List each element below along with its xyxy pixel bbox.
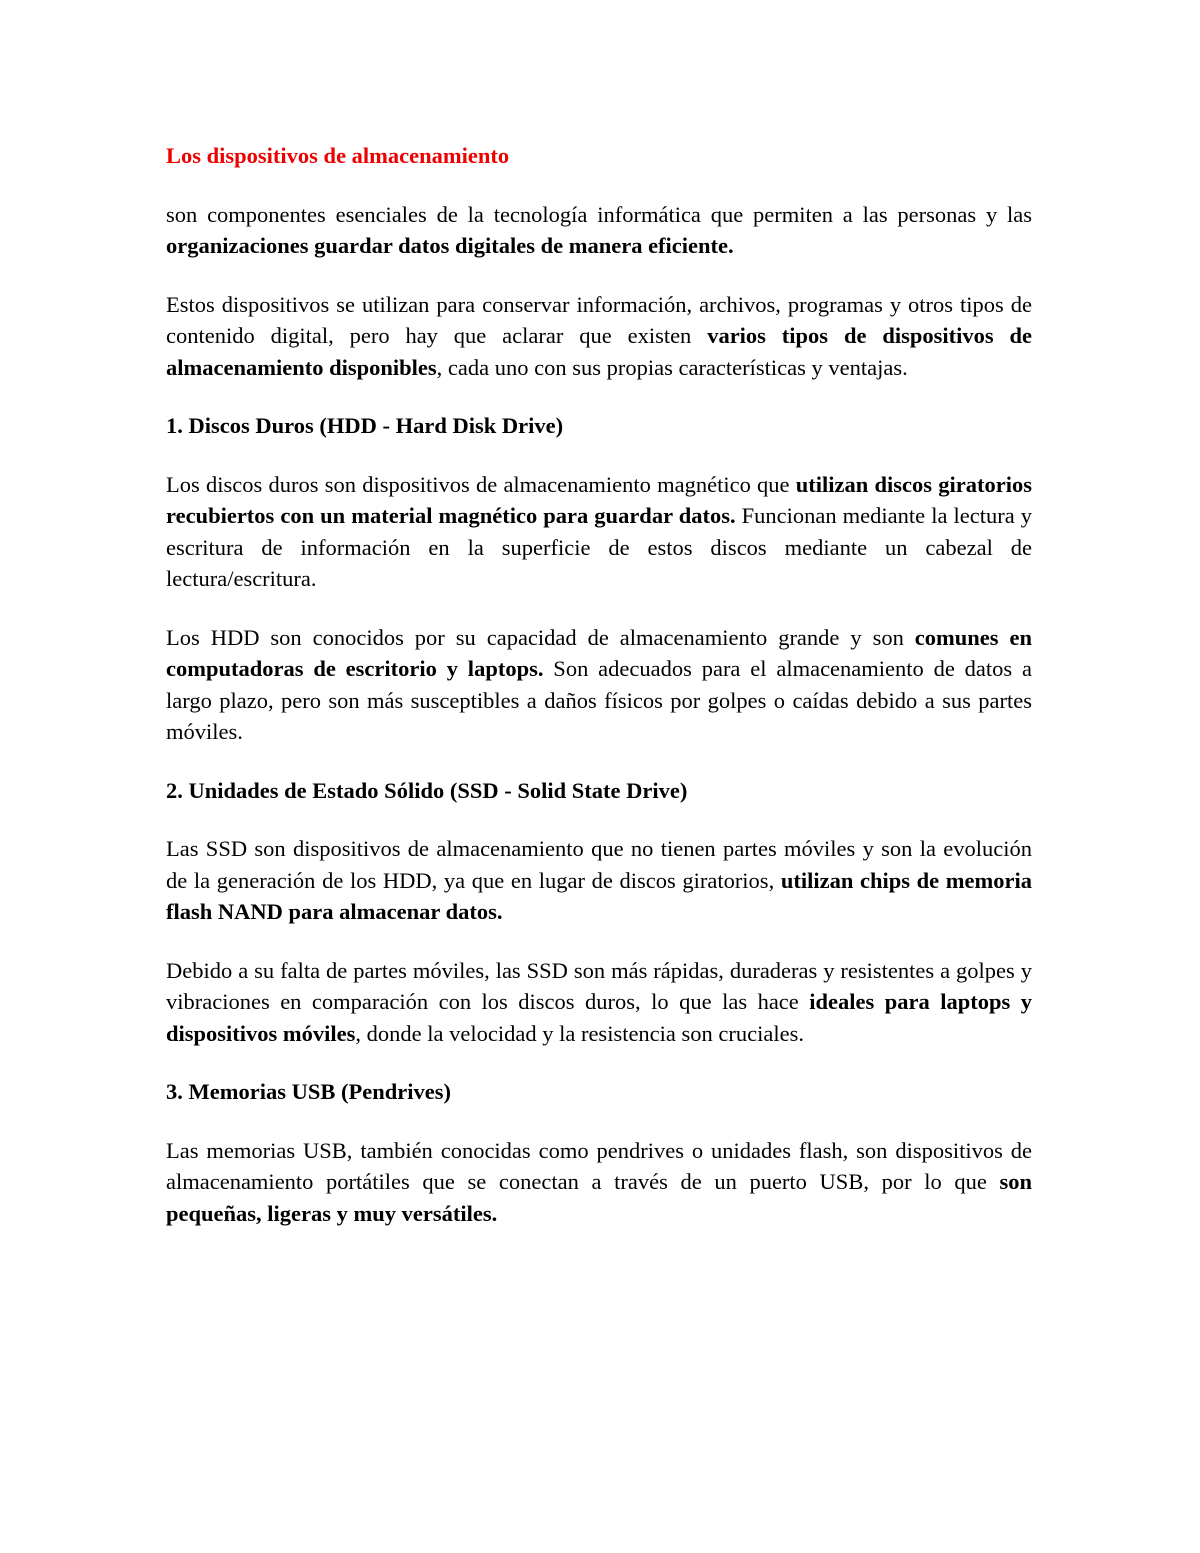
paragraph-bold-text: utilizan chips de memoria flash NAND para almacenar datos. [166,867,1032,924]
paragraph-hdd-description [166,469,1032,595]
paragraph-text: , cada uno con sus propias características y ventajas. [436,354,908,380]
paragraph-ssd-description [166,833,1032,928]
paragraph-types [166,289,1032,384]
section-heading-hdd: 1. Discos Duros (HDD - Hard Disk Drive) [166,413,564,438]
paragraph-bold-text: comunes en computadoras de escritorio y laptops. [166,624,1032,681]
paragraph-ssd-advantages [166,955,1032,1050]
paragraph-text: Estos dispositivos se utilizan para conservar información, archivos, programas y otros tipos de contenido digital, pero hay que aclarar que existen [166,291,1032,348]
paragraph-text: , donde la velocidad y la resistencia son cruciales. [355,1020,804,1046]
document-page [166,140,1032,1256]
paragraph-bold-text: son pequeñas, ligeras y muy versátiles. [166,1169,1032,1226]
paragraph-text: Funcionan mediante la lectura y escritura de información en la superficie de estos discos mediante un cabezal de lectura/escritura. [166,503,1032,591]
document-title: Los dispositivos de almacenamiento [166,143,510,168]
paragraph-text: Las memorias USB, también conocidas como pendrives o unidades flash, son dispositivos de almacenamiento portátiles que se conectan a través de un puerto USB, por lo que [166,1137,1032,1194]
paragraph-bold-text: varios tipos de dispositivos de almacenamiento disponibles [166,323,1032,380]
paragraph-usb-description [166,1135,1032,1230]
paragraph-hdd-usage [166,622,1032,748]
paragraph-text: Debido a su falta de partes móviles, las SSD son más rápidas, duraderas y resistentes a golpes y vibraciones en comparación con los discos duros, lo que las hace [166,957,1032,1014]
paragraph-text: Los discos duros son dispositivos de almacenamiento magnético que [166,471,796,497]
paragraph-text: Los HDD son conocidos por su capacidad de almacenamiento grande y son [166,624,915,650]
paragraph-bold-text: ideales para laptops y dispositivos móviles [166,989,1032,1046]
paragraph-intro [166,199,1032,262]
paragraph-text: Son adecuados para el almacenamiento de datos a largo plazo, pero son más susceptibles a daños físicos por golpes o caídas debido a sus partes móviles. [166,656,1032,744]
paragraph-bold-text: organizaciones guardar datos digitales de manera eficiente. [166,233,734,258]
paragraph-text: Las SSD son dispositivos de almacenamiento que no tienen partes móviles y son la evolución de la generación de los HDD, ya que en lugar de discos giratorios, [166,836,1032,893]
paragraph-text: son componentes esenciales de la tecnología informática que permiten a las personas y las [166,201,1032,227]
section-heading-ssd: 2. Unidades de Estado Sólido (SSD - Solid State Drive) [166,777,688,803]
paragraph-bold-text: utilizan discos giratorios recubiertos con un material magnético para guardar datos. [166,471,1033,528]
section-heading-usb: 3. Memorias USB (Pendrives) [166,1079,451,1104]
